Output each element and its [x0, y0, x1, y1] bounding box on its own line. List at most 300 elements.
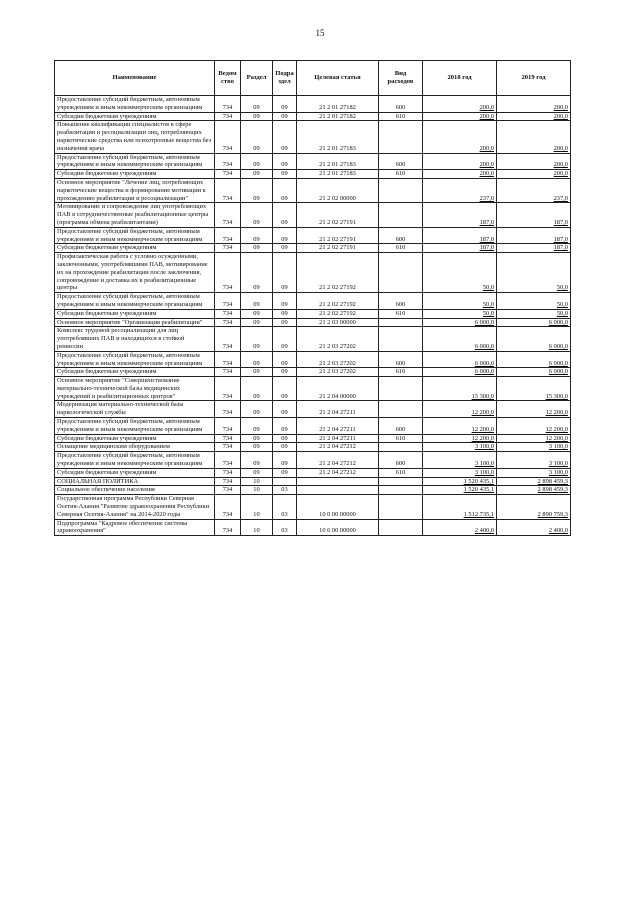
row-2019-value: 237,0 — [553, 194, 568, 202]
row-dept: 734 — [215, 318, 241, 327]
row-2019-value: 6 000,0 — [548, 318, 568, 326]
row-expense-type: 600 — [379, 418, 423, 435]
row-2019 — [497, 121, 571, 153]
row-section: 09 — [241, 418, 273, 435]
row-name: Комплекс трудовой ресоциализации для лиц употреблявших ПАВ и находящихся в стойкой ремиссии — [55, 327, 215, 351]
row-target: 21 2 03 27202 — [297, 351, 379, 368]
row-2018 — [423, 401, 497, 418]
table-row — [55, 203, 571, 227]
row-expense-type — [379, 327, 423, 351]
row-2019 — [497, 227, 571, 244]
row-2019 — [497, 203, 571, 227]
table-header — [55, 61, 571, 96]
row-2019-value: 187,0 — [553, 244, 568, 252]
row-dept: 734 — [215, 434, 241, 443]
row-2018 — [423, 327, 497, 351]
row-name: Основное мероприятие "Организация реабилитации" — [55, 318, 215, 327]
row-2018 — [423, 377, 497, 401]
row-dept: 734 — [215, 377, 241, 401]
row-2018 — [423, 253, 497, 293]
row-name: Оснащение медицинским оборудованием — [55, 443, 215, 452]
row-expense-type — [379, 401, 423, 418]
row-section: 09 — [241, 434, 273, 443]
row-2019 — [497, 418, 571, 435]
row-name: Основное мероприятие "Совершенствование материально-технической базы медицинских учреждений и реабилитационных центров" — [55, 377, 215, 401]
row-2019-value: 6 000,0 — [548, 359, 568, 367]
row-subsection: 03 — [273, 486, 297, 495]
row-expense-type: 600 — [379, 227, 423, 244]
row-2019-value: 2 898 459,3 — [537, 486, 568, 494]
row-subsection: 09 — [273, 112, 297, 121]
row-section: 09 — [241, 293, 273, 310]
row-section: 09 — [241, 452, 273, 469]
row-dept: 734 — [215, 153, 241, 170]
table-row — [55, 121, 571, 153]
budget-table — [54, 60, 571, 536]
row-dept: 734 — [215, 178, 241, 202]
row-2019 — [497, 153, 571, 170]
row-2018-value: 6 000,0 — [474, 368, 494, 376]
row-name: Субсидии бюджетным учреждениям — [55, 434, 215, 443]
row-section: 09 — [241, 468, 273, 477]
row-dept: 734 — [215, 443, 241, 452]
row-subsection: 09 — [273, 434, 297, 443]
row-target: 21 2 04 27211 — [297, 434, 379, 443]
row-target: 21 2 02 27191 — [297, 227, 379, 244]
row-2018 — [423, 203, 497, 227]
row-subsection: 09 — [273, 318, 297, 327]
row-section: 09 — [241, 368, 273, 377]
row-expense-type — [379, 495, 423, 519]
header-section: Раздел — [241, 61, 273, 96]
row-expense-type — [379, 377, 423, 401]
row-2019-value: 200,0 — [553, 144, 568, 152]
row-target: 21 2 02 27192 — [297, 253, 379, 293]
row-2019-value: 2 400,0 — [548, 527, 568, 535]
row-target: 21 2 02 27192 — [297, 293, 379, 310]
table-row — [55, 434, 571, 443]
row-section: 09 — [241, 253, 273, 293]
row-2018 — [423, 495, 497, 519]
row-2018-value: 6 000,0 — [474, 342, 494, 350]
table-row — [55, 443, 571, 452]
row-2018 — [423, 443, 497, 452]
row-subsection: 03 — [273, 519, 297, 536]
row-2019-value: 200,0 — [553, 161, 568, 169]
row-target: 21 2 01 27183 — [297, 153, 379, 170]
row-2018-value: 1 520 435,1 — [463, 477, 494, 485]
table-row — [55, 227, 571, 244]
row-2018 — [423, 244, 497, 253]
row-dept: 734 — [215, 418, 241, 435]
row-2019 — [497, 477, 571, 486]
row-expense-type: 610 — [379, 368, 423, 377]
row-2019 — [497, 486, 571, 495]
row-2019-value: 3 100,0 — [548, 468, 568, 476]
table-row — [55, 486, 571, 495]
row-subsection: 09 — [273, 468, 297, 477]
row-subsection: 09 — [273, 293, 297, 310]
row-target — [297, 486, 379, 495]
row-2019 — [497, 327, 571, 351]
row-2019-value: 200,0 — [553, 170, 568, 178]
row-2018 — [423, 468, 497, 477]
row-dept: 734 — [215, 309, 241, 318]
row-expense-type — [379, 203, 423, 227]
row-2018 — [423, 293, 497, 310]
row-2019-value: 187,0 — [553, 235, 568, 243]
header-2019: 2019 год — [497, 61, 571, 96]
row-2019-value: 6 000,0 — [548, 342, 568, 350]
row-target: 21 2 04 27212 — [297, 468, 379, 477]
table-row — [55, 293, 571, 310]
row-2018-value: 1 512 735,1 — [463, 510, 494, 518]
row-subsection: 09 — [273, 418, 297, 435]
row-name: Мотивирование и сопровождение лиц употребляющих ПАВ в сотрудничественные реабилитационные центры (программа обмена реабилитантами) — [55, 203, 215, 227]
row-dept: 734 — [215, 468, 241, 477]
row-name: Субсидии бюджетным учреждениям — [55, 309, 215, 318]
row-2019-value: 50,0 — [556, 309, 568, 317]
row-expense-type: 610 — [379, 244, 423, 253]
row-dept: 734 — [215, 293, 241, 310]
row-2019 — [497, 434, 571, 443]
row-2019 — [497, 401, 571, 418]
table-row — [55, 178, 571, 202]
row-2018-value: 50,0 — [482, 284, 494, 292]
row-subsection: 09 — [273, 96, 297, 113]
row-2018-value: 12 200,0 — [471, 409, 494, 417]
row-name: Субсидии бюджетным учреждениям — [55, 468, 215, 477]
row-expense-type: 610 — [379, 434, 423, 443]
row-2018 — [423, 227, 497, 244]
row-2019 — [497, 377, 571, 401]
row-2019-value: 50,0 — [556, 300, 568, 308]
row-name: Предоставление субсидий бюджетным, автономным учреждениям и иным некоммерческим организациям — [55, 452, 215, 469]
row-2018-value: 237,0 — [479, 194, 494, 202]
row-name: Повышение квалификации специалистов в сфере реабилитации и ресоциализации лиц, потребляющих наркотические средства или психотропные вещества без назначения врача — [55, 121, 215, 153]
row-expense-type — [379, 477, 423, 486]
row-name: Предоставление субсидий бюджетным, автономным учреждениям и иным некоммерческим организациям — [55, 418, 215, 435]
table-row — [55, 327, 571, 351]
row-2019 — [497, 519, 571, 536]
row-name: Субсидии бюджетным учреждениям — [55, 112, 215, 121]
row-2019 — [497, 293, 571, 310]
row-expense-type: 600 — [379, 293, 423, 310]
row-name: Предоставление субсидий бюджетным, автономным учреждениям и иным некоммерческим организациям — [55, 153, 215, 170]
row-name: СОЦИАЛЬНАЯ ПОЛИТИКА — [55, 477, 215, 486]
row-2019 — [497, 178, 571, 202]
row-dept: 734 — [215, 253, 241, 293]
row-2019-value: 3 100,0 — [548, 443, 568, 451]
row-2018-value: 200,0 — [479, 103, 494, 111]
row-2018 — [423, 96, 497, 113]
row-subsection: 03 — [273, 495, 297, 519]
row-target: 21 2 01 27183 — [297, 121, 379, 153]
row-2018-value: 1 520 435,1 — [463, 486, 494, 494]
row-expense-type: 610 — [379, 468, 423, 477]
row-2018 — [423, 153, 497, 170]
row-target: 21 2 04 27211 — [297, 401, 379, 418]
row-name: Подпрограмма "Кадровое обеспечение системы здравоохранения" — [55, 519, 215, 536]
row-expense-type: 600 — [379, 153, 423, 170]
row-2019 — [497, 351, 571, 368]
row-name: Социальное обеспечение населения — [55, 486, 215, 495]
row-dept: 734 — [215, 368, 241, 377]
row-dept: 734 — [215, 121, 241, 153]
row-2018 — [423, 434, 497, 443]
row-dept: 734 — [215, 227, 241, 244]
row-name: Предоставление субсидий бюджетным, автономным учреждениям и иным некоммерческим организациям — [55, 96, 215, 113]
row-subsection: 09 — [273, 351, 297, 368]
row-section: 09 — [241, 203, 273, 227]
row-dept: 734 — [215, 327, 241, 351]
row-name: Предоставление субсидий бюджетным, автономным учреждениям и иным некоммерческим организациям — [55, 227, 215, 244]
row-subsection: 09 — [273, 121, 297, 153]
table-row — [55, 519, 571, 536]
row-section: 09 — [241, 327, 273, 351]
row-expense-type: 600 — [379, 452, 423, 469]
row-name: Государственная программа Республики Северная Осетия-Алания "Развитие здравоохранения Республики Северная Осетия-Алания" на 2014-2020 годы — [55, 495, 215, 519]
table-row — [55, 112, 571, 121]
row-2019-value: 6 000,0 — [548, 368, 568, 376]
row-2019 — [497, 253, 571, 293]
row-section: 10 — [241, 519, 273, 536]
row-2019 — [497, 96, 571, 113]
row-2019 — [497, 112, 571, 121]
table-row — [55, 418, 571, 435]
row-2018 — [423, 112, 497, 121]
row-2018-value: 187,0 — [479, 244, 494, 252]
row-dept: 734 — [215, 495, 241, 519]
row-expense-type: 600 — [379, 351, 423, 368]
row-2018-value: 3 100,0 — [474, 460, 494, 468]
row-section: 09 — [241, 443, 273, 452]
row-dept: 734 — [215, 203, 241, 227]
table-row — [55, 477, 571, 486]
row-2019 — [497, 318, 571, 327]
row-2019-value: 2 898 459,3 — [537, 477, 568, 485]
row-target: 21 2 01 27182 — [297, 96, 379, 113]
row-target: 21 2 04 27211 — [297, 418, 379, 435]
row-expense-type: 610 — [379, 112, 423, 121]
row-subsection: 09 — [273, 227, 297, 244]
row-subsection: 09 — [273, 327, 297, 351]
row-name: Субсидии бюджетным учреждениям — [55, 244, 215, 253]
row-target: 21 2 02 27191 — [297, 203, 379, 227]
row-2019 — [497, 443, 571, 452]
row-2019 — [497, 495, 571, 519]
table-row — [55, 468, 571, 477]
row-target: 10 6 00 00000 — [297, 519, 379, 536]
row-expense-type: 600 — [379, 96, 423, 113]
row-dept: 734 — [215, 112, 241, 121]
row-2018-value: 6 000,0 — [474, 359, 494, 367]
row-2018-value: 200,0 — [479, 170, 494, 178]
row-2018-value: 50,0 — [482, 300, 494, 308]
row-target: 21 2 02 00000 — [297, 178, 379, 202]
row-2018-value: 200,0 — [479, 161, 494, 169]
row-expense-type — [379, 519, 423, 536]
row-dept: 734 — [215, 486, 241, 495]
row-subsection: 09 — [273, 203, 297, 227]
row-2018-value: 200,0 — [479, 144, 494, 152]
row-subsection: 09 — [273, 170, 297, 179]
row-dept: 734 — [215, 351, 241, 368]
row-subsection — [273, 477, 297, 486]
row-2019-value: 3 100,0 — [548, 460, 568, 468]
row-name: Субсидии бюджетным учреждениям — [55, 368, 215, 377]
row-2018-value: 3 100,0 — [474, 468, 494, 476]
row-target: 21 2 03 27202 — [297, 327, 379, 351]
row-2018 — [423, 452, 497, 469]
table-row — [55, 244, 571, 253]
row-section: 09 — [241, 178, 273, 202]
header-dept: Ведомство — [215, 61, 241, 96]
row-2018 — [423, 170, 497, 179]
row-2018 — [423, 519, 497, 536]
table-row — [55, 368, 571, 377]
header-target: Целевая статья — [297, 61, 379, 96]
row-2019-value: 200,0 — [553, 103, 568, 111]
row-expense-type — [379, 318, 423, 327]
row-section: 10 — [241, 495, 273, 519]
row-subsection: 09 — [273, 244, 297, 253]
row-2019-value: 200,0 — [553, 112, 568, 120]
row-2018-value: 6 000,0 — [474, 318, 494, 326]
row-2018 — [423, 351, 497, 368]
row-expense-type — [379, 178, 423, 202]
row-2018 — [423, 486, 497, 495]
row-target: 21 2 04 27212 — [297, 452, 379, 469]
row-expense-type — [379, 486, 423, 495]
row-dept: 734 — [215, 170, 241, 179]
row-2019-value: 2 890 759,3 — [537, 510, 568, 518]
table-row — [55, 452, 571, 469]
table-row — [55, 253, 571, 293]
row-2019-value: 15 300,0 — [545, 392, 568, 400]
row-section: 09 — [241, 309, 273, 318]
row-2018 — [423, 477, 497, 486]
table-row — [55, 401, 571, 418]
table-body — [55, 96, 571, 536]
row-2019-value: 187,0 — [553, 218, 568, 226]
header-subsection: Подраздел — [273, 61, 297, 96]
row-2019 — [497, 309, 571, 318]
row-2018-value: 12 200,0 — [471, 434, 494, 442]
row-section: 09 — [241, 96, 273, 113]
row-2018 — [423, 418, 497, 435]
row-section: 10 — [241, 477, 273, 486]
row-expense-type: 610 — [379, 170, 423, 179]
row-name: Модернизация материально-технической базы наркологической службы — [55, 401, 215, 418]
row-2019 — [497, 244, 571, 253]
row-2018-value: 2 400,0 — [474, 527, 494, 535]
row-section: 09 — [241, 153, 273, 170]
row-target: 21 2 04 00000 — [297, 377, 379, 401]
row-2018-value: 200,0 — [479, 112, 494, 120]
row-name: Субсидии бюджетным учреждениям — [55, 170, 215, 179]
row-section: 09 — [241, 170, 273, 179]
header-expense-type: Вид расходов — [379, 61, 423, 96]
row-2018 — [423, 368, 497, 377]
row-target: 21 2 03 00000 — [297, 318, 379, 327]
table-row — [55, 377, 571, 401]
row-section: 09 — [241, 244, 273, 253]
table-row — [55, 309, 571, 318]
row-section: 09 — [241, 401, 273, 418]
row-2018-value: 187,0 — [479, 218, 494, 226]
row-name: Предоставление субсидий бюджетным, автономным учреждениям и иным некоммерческим организациям — [55, 351, 215, 368]
row-dept: 734 — [215, 401, 241, 418]
row-2018-value: 15 300,0 — [471, 392, 494, 400]
row-2018-value: 3 100,0 — [474, 443, 494, 451]
row-expense-type — [379, 443, 423, 452]
row-section: 09 — [241, 112, 273, 121]
row-2019 — [497, 468, 571, 477]
row-2019-value: 50,0 — [556, 284, 568, 292]
row-subsection: 09 — [273, 401, 297, 418]
row-dept: 734 — [215, 96, 241, 113]
row-2018-value: 12 200,0 — [471, 425, 494, 433]
row-dept: 734 — [215, 452, 241, 469]
page-number: 15 — [315, 28, 325, 38]
row-name: Основное мероприятие "Лечение лиц, потребляющих наркотические вещества и формирование мотивации к прохождению реабилитации и ресоциализации" — [55, 178, 215, 202]
table-row — [55, 96, 571, 113]
row-subsection: 09 — [273, 443, 297, 452]
row-dept: 734 — [215, 519, 241, 536]
row-expense-type: 610 — [379, 309, 423, 318]
row-2019-value: 12 200,0 — [545, 409, 568, 417]
row-section: 09 — [241, 377, 273, 401]
row-dept: 734 — [215, 244, 241, 253]
row-expense-type — [379, 121, 423, 153]
row-subsection: 09 — [273, 452, 297, 469]
row-target: 21 2 02 27191 — [297, 244, 379, 253]
row-subsection: 09 — [273, 309, 297, 318]
row-2018 — [423, 178, 497, 202]
row-expense-type — [379, 253, 423, 293]
table-row — [55, 495, 571, 519]
row-2018 — [423, 121, 497, 153]
row-target — [297, 477, 379, 486]
header-2018: 2018 год — [423, 61, 497, 96]
row-subsection: 09 — [273, 253, 297, 293]
row-2019 — [497, 170, 571, 179]
row-2019 — [497, 368, 571, 377]
row-subsection: 09 — [273, 368, 297, 377]
row-2018-value: 50,0 — [482, 309, 494, 317]
row-2019 — [497, 452, 571, 469]
row-target: 10 0 00 00000 — [297, 495, 379, 519]
row-2018 — [423, 309, 497, 318]
row-2019-value: 12 200,0 — [545, 434, 568, 442]
row-section: 10 — [241, 486, 273, 495]
row-subsection: 09 — [273, 153, 297, 170]
row-target: 21 2 04 27212 — [297, 443, 379, 452]
table-row — [55, 318, 571, 327]
row-target: 21 2 03 27202 — [297, 368, 379, 377]
row-section: 09 — [241, 351, 273, 368]
row-section: 09 — [241, 121, 273, 153]
row-2019-value: 12 200,0 — [545, 425, 568, 433]
row-dept: 734 — [215, 477, 241, 486]
table-row — [55, 351, 571, 368]
row-target: 21 2 02 27192 — [297, 309, 379, 318]
table-row — [55, 170, 571, 179]
row-section: 09 — [241, 227, 273, 244]
row-target: 21 2 01 27183 — [297, 170, 379, 179]
row-subsection: 09 — [273, 377, 297, 401]
